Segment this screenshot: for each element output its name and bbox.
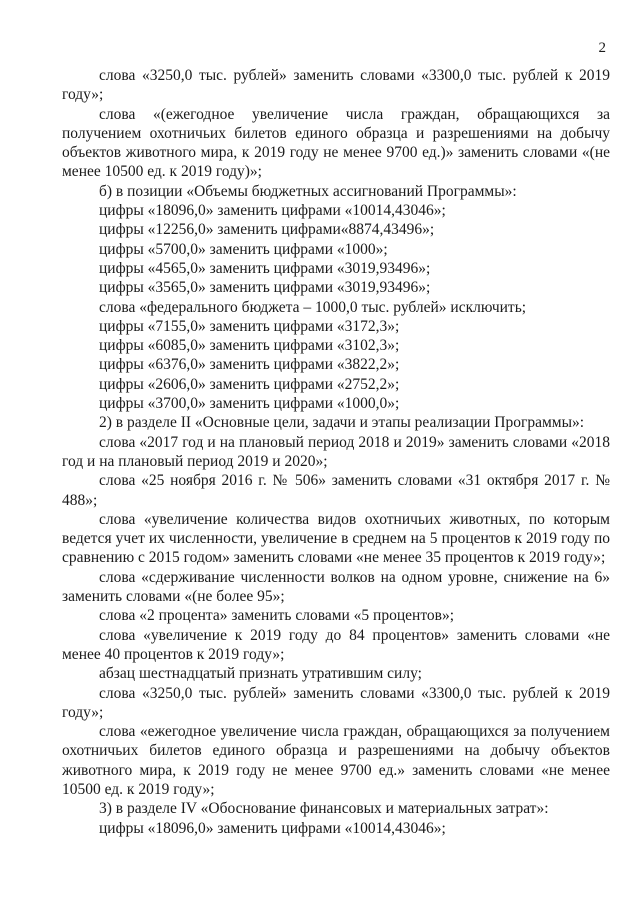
paragraph: слова «сдерживание численности волков на одном уровне, снижение на 6» заменить словами «(не более 95»;	[62, 568, 610, 606]
paragraph: цифры «3565,0» заменить цифрами «3019,93496»;	[99, 279, 431, 297]
paragraph: слова «3250,0 тыс. рублей» заменить словами «3300,0 тыс. рублей к 2019 году»;	[62, 67, 610, 104]
paragraph: слова «ежегодное увеличение числа граждан, обращающихся за получением охотничьих билетов единого образца и разрешениями на добычу объектов животного мира, к 2019 году не менее 9700 ед.» заменить словами «не менее 10500 ед. к 2019 году»;	[62, 723, 610, 798]
paragraph: цифры «5700,0» заменить цифрами «1000»;	[99, 240, 388, 258]
paragraph: цифры «6085,0» заменить цифрами «3102,3»;	[99, 337, 400, 355]
paragraph: слова «2017 год и на плановый период 2018 и 2019» заменить словами «2018 год и на плановый период 2019 и 2020»;	[62, 433, 610, 470]
paragraph: абзац шестнадцатый признать утратившим силу;	[99, 665, 422, 683]
paragraph: цифры «2606,0» заменить цифрами «2752,2»;	[99, 375, 400, 393]
paragraph: 3) в разделе IV «Обоснование финансовых и материальных затрат»:	[99, 800, 549, 818]
paragraph: цифры «7155,0» заменить цифрами «3172,3»;	[99, 317, 400, 335]
paragraph: слова «увеличение к 2019 году до 84 процентов» заменить словами «не менее 40 процентов к 2019 году»;	[62, 626, 610, 663]
paragraph: слова «25 ноября 2016 г. № 506» заменить словами «31 октября 2017 г. № 488»;	[62, 472, 610, 509]
paragraph: слова «(ежегодное увеличение числа граждан, обращающихся за получением охотничьих билетов единого образца и разрешениями на добычу объектов животного мира, к 2019 году не менее 9700 ед.)» заменить словами «(не менее 10500 ед. к 2019 году)»;	[62, 105, 610, 181]
paragraph: 2) в разделе II «Основные цели, задачи и этапы реализации Программы»:	[99, 414, 585, 432]
paragraph: цифры «18096,0» заменить цифрами «10014,43046»;	[99, 202, 446, 220]
paragraph: слова «федерального бюджета – 1000,0 тыс. рублей» исключить;	[99, 298, 527, 316]
paragraph: цифры «18096,0» заменить цифрами «10014,43046»;	[99, 819, 446, 837]
paragraph: цифры «12256,0» заменить цифрами«8874,43496»;	[99, 221, 435, 239]
paragraph: цифры «4565,0» заменить цифрами «3019,93496»;	[99, 259, 431, 277]
paragraph: цифры «6376,0» заменить цифрами «3822,2»;	[99, 356, 400, 374]
page-number: 2	[598, 40, 606, 56]
paragraph: слова «увеличение количества видов охотничьих животных, по которым ведется учет их численности, увеличение в среднем на 5 процентов к 2019 году по сравнению с 2015 годом» заменить словами «не менее 35 процентов к 2019 году»;	[62, 510, 610, 567]
paragraph: слова «3250,0 тыс. рублей» заменить словами «3300,0 тыс. рублей к 2019 году»;	[62, 684, 610, 721]
paragraph: слова «2 процента» заменить словами «5 процентов»;	[99, 607, 455, 625]
paragraph: цифры «3700,0» заменить цифрами «1000,0»;	[99, 395, 400, 413]
paragraph: б) в позиции «Объемы бюджетных ассигнований Программы»:	[99, 182, 517, 200]
document-body	[62, 66, 610, 838]
